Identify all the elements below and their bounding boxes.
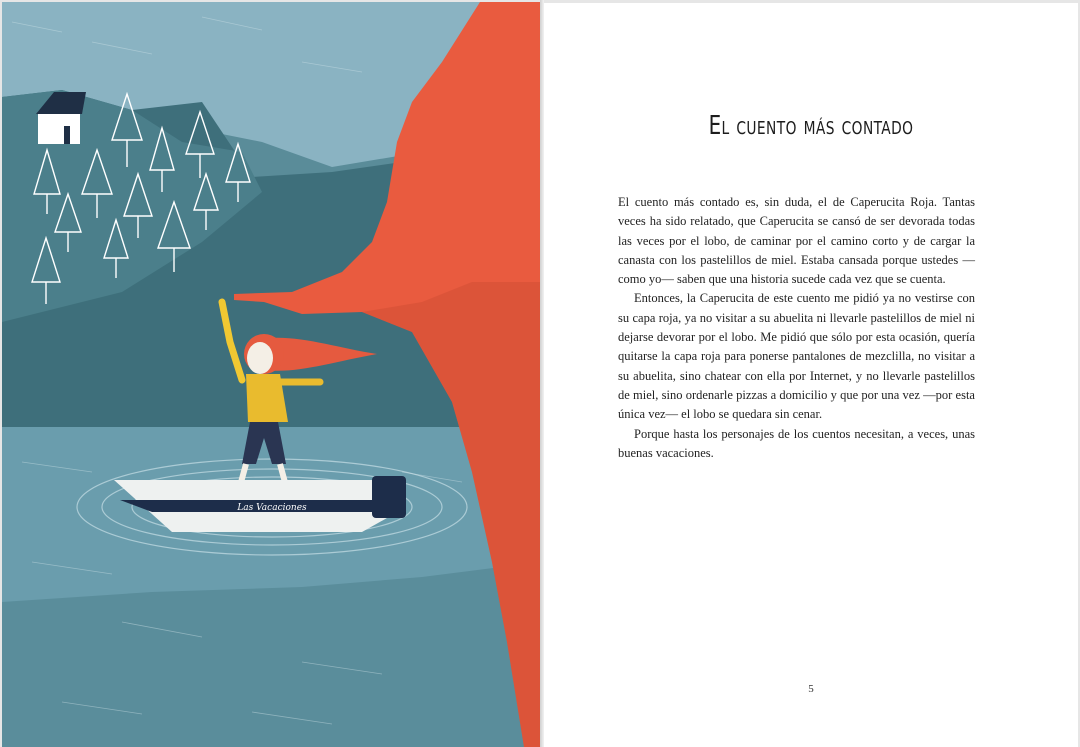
boat-name: Las Vacaciones — [237, 503, 307, 513]
chapter-title: El cuento más contado — [708, 111, 914, 141]
illustration — [2, 2, 540, 747]
text-page — [544, 3, 1078, 747]
paragraph: Porque hasta los personajes de los cuentos necesitan, a veces, unas buenas vacaciones. — [618, 426, 975, 460]
chapter-body — [618, 193, 975, 463]
paragraph: Entonces, la Caperucita de este cuento me pidió ya no vestirse con su capa roja, ya no visitar a su abuelita ni llevarle pastelillos de miel ni dejarse devorar por el lobo. Me pidió que sólo por esta ocasión, quería quitarse la capa roja para ponerse pantalones de mezclilla, no visitar a su abuelita, sino chatear con ella por Internet, y no llevarle pastelillos de miel, sino ordenarle pizzas a domicilio y que por una vez —por esta única vez— el lobo se quedara sin cenar. — [618, 291, 975, 422]
paragraph: El cuento más contado es, sin duda, el de Caperucita Roja. Tantas veces ha sido relatado, que Caperucita se cansó de ser devorada todas las veces por el lobo, de caminar por el camino corto y de cargar la canasta con los pastelillos de miel. Estaba cansada porque ustedes —como yo— saben que una historia sucede cada vez que se cuenta. — [618, 195, 975, 287]
page-number: 5 — [808, 683, 814, 695]
illustration-page — [2, 2, 540, 747]
